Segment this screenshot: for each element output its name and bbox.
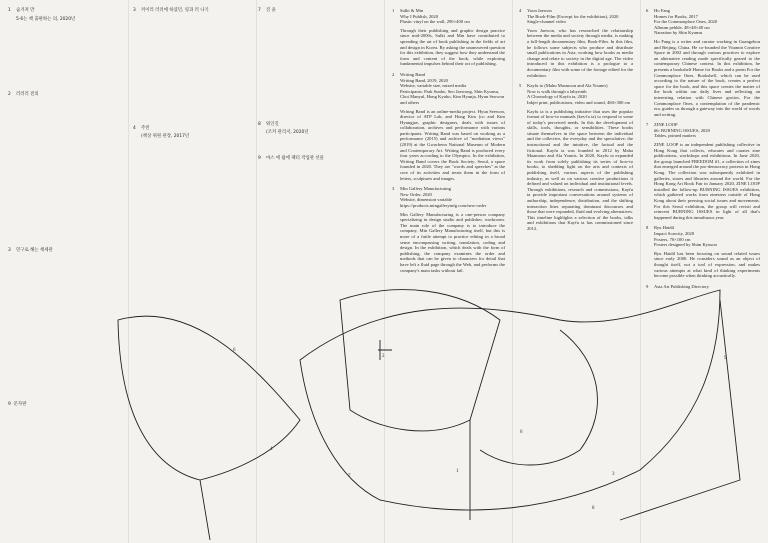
entry-number: 2: [392, 71, 395, 77]
entry-heading: 숨겨져 만: [16, 8, 35, 13]
entry-number: 3: [8, 247, 11, 253]
pattern-number: 8: [592, 506, 595, 511]
pattern-number: 4: [270, 447, 273, 452]
entry: [133, 125, 249, 140]
entry-heading: 민구로 해는 책세관: [16, 247, 53, 253]
entry-heading: ZINE LOOP #6: BURNING ISSUES, 2020 Tables, printed matters: [654, 122, 710, 139]
entry-number: 8: [646, 225, 649, 231]
entry: [258, 8, 376, 14]
entry-heading: Ho Fang Homes for Books, 2017 For the Commonplace Ones, 2020 Albrum pebble, 48×48×48 cm Narration by Shin Kyunsu: [654, 8, 718, 36]
pattern-number: 3: [612, 472, 615, 477]
page-fold-2: [256, 0, 257, 543]
entry-heading: Sulki & Min Why I Publish, 2020 Plastic vinyl on the wall, 290×400 cm: [400, 8, 470, 25]
pattern-outline-3: [340, 290, 500, 431]
pattern-outline-4: [480, 330, 597, 465]
entry: [646, 225, 760, 279]
entry: [8, 8, 120, 22]
entry: [392, 8, 505, 67]
entry: [392, 186, 505, 273]
pattern-outline-2: [300, 290, 720, 510]
entry-body: Kayfu ta is a publishing initiative that uses the popular format of how-to manuals (kes-fa ta) to respond to some of today's perceived needs. In this the development of skills, tools, thoughts, or sensibilities. These books situate themselves in the space between the individual and the collective, the everyday and the speculative, the instructional and the intuitive, the factual and the fictional. Kayfu ta was founded in 2012 by Maha Maamoun and Ala Younis. In 2020, Kayfu ta expanded its work from solely publishing its series of how-to books, to shedding light on the arts and contexts of publishing itself, various aspects of the publishing industry, as well as on various creative productions it defined and valued on individual and institutional levels. Through exhibitions, research and commissions, Kayfu ta provide important conversations around systems of authorship, independence, distribution, and the shifting interaction lines separating dominant discourses and those that were expanded, fluid and evolving alternatives. This timeline highlights a selection of the books, talks and exhibitions that Kayfu ta has commissioned since 2012.: [527, 108, 634, 231]
entry-body: Through their publishing and graphic design practice since mid-2000s, Sulki and Min have contributed to spreading the art of book publishing in the fields of art and design in Korea. By asking the unanswered question for this exhibition, they suggest how they understand the form and content of the book, while exploring fundamental impulses behind their act of publishing.: [400, 27, 505, 67]
entry-number: 1: [8, 8, 11, 13]
pattern-number: 1: [456, 469, 459, 474]
entry-body: Ryu Haidil has been focusing on sound related issues since early 2000. He considers sound as an object of thought itself, not a tool of expression, and makes various attempts at what kind of thinking experiments become possible when thinking acoustically.: [654, 250, 760, 279]
entry: [646, 283, 760, 290]
entry-heading: Kayfu to (Mahu Masmoon and Ala Younes) Now is walk through a labyrinth A Chronology of Kayfu ta, 2020 Inkjet print, publications, video and sound, 460×300 cm: [527, 83, 631, 105]
pattern-number: 7: [348, 474, 351, 479]
pattern-number: 9: [724, 356, 727, 361]
entry: [258, 155, 376, 162]
entry-number: 8: [258, 121, 261, 127]
pattern-number: 6: [520, 430, 523, 435]
entry-heading: 문자판: [13, 402, 27, 407]
entry-meta: (책상 위원 관장, 2017년: [141, 134, 190, 140]
entry-heading: 러러러 전의: [16, 92, 39, 98]
column-ko-1: [8, 8, 120, 258]
entry: [133, 8, 249, 14]
entry-number: 3: [133, 8, 136, 13]
column-en-3: [646, 8, 760, 294]
pattern-number: 6: [233, 348, 236, 353]
column-ko-3: [258, 8, 376, 166]
entry: [8, 92, 120, 98]
entry: [519, 83, 634, 231]
entry-body: Yoon Jaewon, who has researched the relationship between the media and society through media, is making a full-length documentary film, Book-Film. In this film, he follows some subjects who produce and distribute small publications in Asia, working how books as media change and relate to society in the digital age. The video introduced in this exhibition is a prologue to a documentary film with some of the footage edited for the exhibition.: [527, 27, 633, 78]
column-en-1: [392, 8, 505, 278]
entry-number: 4: [133, 125, 136, 131]
entry: [646, 8, 760, 117]
entry-number: 2: [8, 92, 11, 98]
page-fold-4: [512, 0, 513, 543]
entry-body: Writing Band is an online-media project. Hyun Seewon, director of ATP Lab, and Hong Kim (co and Kim Hyungjae, graphic designers, deals with issues of collaboration, archives and performance with various participants. Writing Band was based on working as a performance (2015) and archive of "mediation views" (2019) at the Gwacheon National Museum of Modern and Contemporary Art. Writing Band is produced every four years according to the Olympics. In the exhibition, Writing Band covers the Book Society; Seoul, a space founded in 2020. They are "words and speeches" at the core of its activities and treats them in the form of letters, sculptures and images.: [400, 108, 505, 181]
entry-number: 4: [519, 8, 522, 13]
pattern-outline-8: [200, 480, 210, 540]
entry-heading: Yoon Jaewon The Book-Film (Excerpt for the exhibition), 2020 Single-channel video: [527, 8, 619, 25]
entry-body: ZINE LOOP is an independent publishing collective in Hong Kong that collects, educates and curates zine publications, workshops and exhibitions. In June 2020, the group launched FREEDOM #1, a collection of zines that emerged around the pro-democracy protests in Hong Kong. The collection was subsequently exhibited in galleries, stores and libraries around the world. For the Hong Kong Art Book Fair in January 2020, ZINE LOOP installed the follow-up BURNING ISSUES exhibition, which gathered works from zinesters outside of Hong Kong about their pressing social issues and movements. For this Seoul exhibition, the group will revisit and reinvent BURNING ISSUES in light of all that's happened during this tumultuous year.: [654, 142, 760, 220]
entry-heading: Min Gallery Manufacturing New Order, 2020 Website, dimension variable https://products.mingallerymfg.com/new-order: [400, 186, 487, 208]
entry: [258, 121, 376, 136]
page-fold-1: [128, 0, 129, 543]
entry-heading: Ryu Haidil Impact Scarcity, 2020 Posters, 70×100 cm Posters designed by Shim Kyuson: [654, 225, 717, 248]
page-fold-3: [384, 0, 385, 543]
entry-number: 9: [258, 155, 261, 161]
entry-number: 5: [519, 83, 522, 89]
entry-heading: Writing Band Writing Band, 2019, 2020 Website, variable size, mixed media Participants: Park Sunho, Seo Jaewong, Shin Kyunsu, Choi Manyul, Hong Kyuho, Kim Hyunja, Hyun Seowon and others: [400, 71, 505, 105]
page-fold-5: [640, 0, 641, 543]
entry-number: 7: [258, 8, 261, 13]
entry-body: Ho Fang is a writer and curator working in Guangzhou and Beijing, China. He co-founded the Vitamin Creative Space in 2002 and through various practices to explore an alternative reading mode specifically geared to the contemporary Chinese context. In this exhibition, he presents a bookshelf Home for Books and a poem For the Commonplace Ones. Bookshelf, which can be used according to the nature of the book, creates a perfect space for the book, and this space creates the matter of the book within our daily lives and reflecting an interesting relation with Chinese grottos. For the Commonplace Ones, a contemplation of the pandemic era, guides us through a gateway into the world of words and writing.: [654, 38, 760, 117]
entry-meta: 5-6는 책 출판하는 의, 2020년: [16, 16, 76, 22]
column-en-2: [519, 8, 634, 237]
entry: [519, 8, 633, 78]
pattern-outline-5: [620, 300, 740, 520]
bottom-entry: [8, 402, 138, 408]
entry-heading: Asia Art Publishing Directory: [654, 283, 709, 289]
entry: [8, 247, 120, 254]
entry-heading: 주빈: [141, 125, 150, 131]
entry-number: 3: [392, 186, 395, 192]
entry: [392, 71, 505, 181]
pattern-number: 2: [382, 354, 385, 359]
entry-body: Min Gallery Manufacturing is a one-person company specializing in design studio and publisher, workroom. The main role of the company is to introduce the company, Min Gallery Manufacturing itself, but this is more of a futile attempt to practice editing in a broad sense encompassing writing, translation, coding and design. In the exhibition, which deals with the form of publishing, the company examines the order and methods that can be given to characters for detail that have left a fluid page through the Web, and performs the company's main tasks without fail.: [400, 211, 505, 273]
entry-number: 9: [8, 402, 11, 407]
entry-heading: 커이러 러러에 하셨던, 링과 러 나기: [141, 8, 209, 13]
entry-heading: 마스 에 팝에 팩터 작업관 선물: [266, 155, 324, 161]
entry-number: 1: [392, 8, 395, 13]
entry-meta: (조커 관리저, 2020년: [266, 130, 309, 136]
entry-number: 7: [646, 122, 649, 128]
column-ko-2: [133, 8, 249, 145]
entry-number: 6: [646, 8, 649, 13]
entry: [646, 122, 760, 220]
pattern-outline-1: [118, 316, 300, 480]
pattern-outline-6: [378, 340, 392, 360]
entry-heading: 진 윤: [266, 8, 276, 13]
entry-number: 9: [646, 283, 649, 289]
entry-heading: 워인길: [266, 121, 279, 127]
